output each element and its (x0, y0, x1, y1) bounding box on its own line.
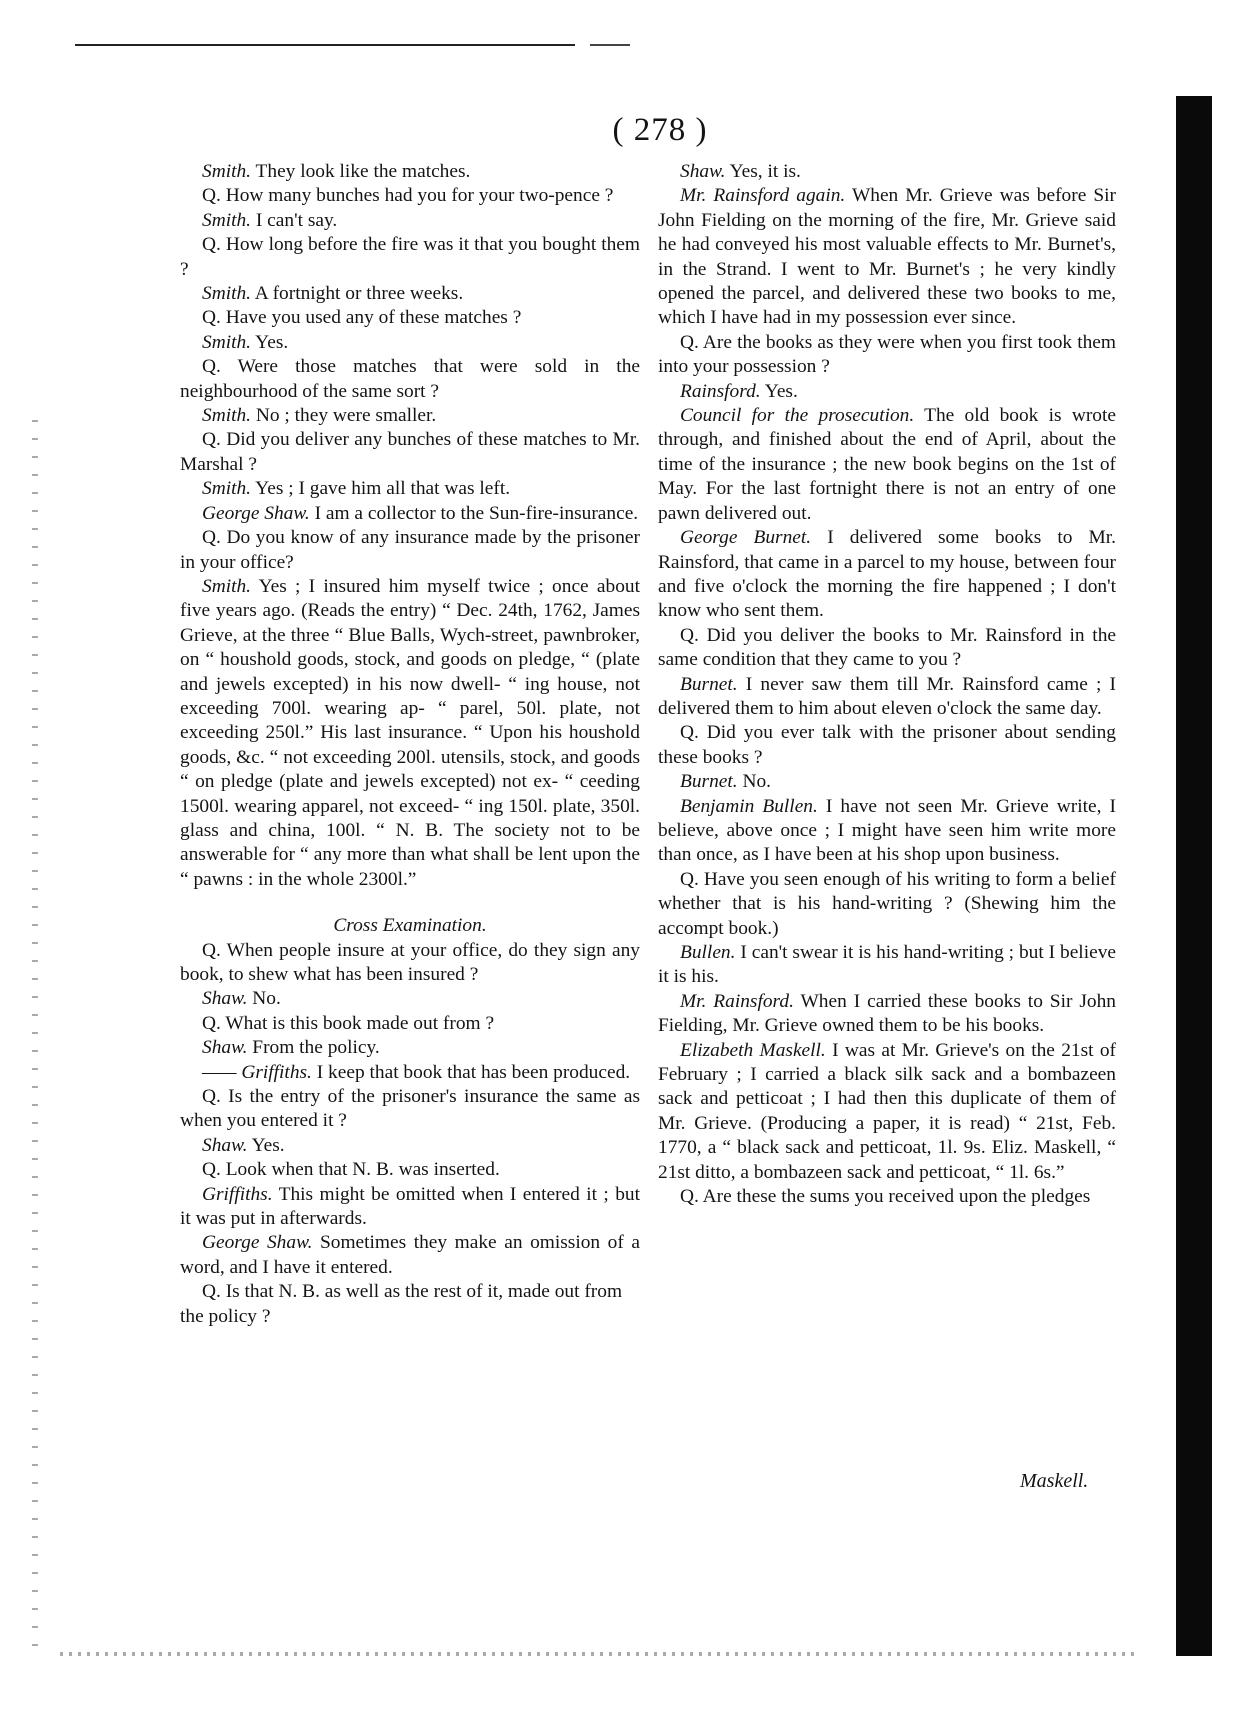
testimony-paragraph (180, 1061, 640, 1085)
testimony-paragraph (180, 1280, 640, 1329)
testimony-paragraph (180, 526, 640, 575)
speaker-name: Smith. (202, 283, 252, 305)
catchword: Maskell. (1020, 1470, 1089, 1492)
testimony-text: Yes ; I insured him myself twice ; once about five years ago. (Reads the entry) “ Dec. 24th, 1762, James Grieve, at the three “ Blue Balls, Wych-street, pawnbroker, on “ houshold goods, stock, and goods on pledge, “ (plate and jewels excepted) in his now dwell- “ ing house, not exceeding 700l. wearing ap- “ parel, 50l. plate, not exceeding 250l.” His last insurance. “ Upon his houshold goods, &c. “ not exceeding 200l. utensils, stock, and goods “ on pledge (plate and jewels excepted) not ex- “ ceeding 1500l. wearing apparel, not exceed- “ ing 150l. plate, 350l. glass and china, 100l. “ N. B. The society not to be answerable for “ any more than what shall be lent upon the “ pawns : in the whole 2300l.” (180, 575, 640, 890)
speaker-name: Mr. Rainsford. (680, 990, 794, 1012)
testimony-paragraph (180, 987, 640, 1011)
speaker-name: Smith. (202, 405, 252, 427)
testimony-paragraph (658, 331, 1116, 380)
left-column (180, 160, 640, 1329)
testimony-paragraph (658, 380, 1116, 404)
speaker-name: Burnet. (680, 673, 738, 695)
testimony-text: I can't say. (251, 209, 338, 231)
speaker-name: Elizabeth Maskell. (680, 1039, 826, 1061)
speaker-name: Griffiths. (202, 1183, 273, 1205)
testimony-paragraph (180, 502, 640, 526)
speaker-name: Smith. (202, 161, 252, 182)
testimony-text: Q. When people insure at your office, do they sign any book, to shew what has been insured ? (180, 939, 640, 985)
testimony-text: When Mr. Grieve was before Sir John Fielding on the morning of the fire, Mr. Grieve said he had conveyed his most valuable effects to Mr. Burnet's, in the Strand. I went to Mr. Burnet's ; he very kindly opened the parcel, and delivered these two books to me, which I have had in my possession ever since. (658, 185, 1116, 329)
testimony-paragraph (180, 575, 640, 892)
testimony-text: I keep that book that has been produced. (311, 1061, 631, 1083)
speaker-name: Burnet. (680, 771, 738, 793)
testimony-paragraph (658, 990, 1116, 1039)
testimony-text: Sometimes they make an omission of a word, and I have it entered. (180, 1232, 640, 1278)
testimony-text: The old book is wrote through, and finished about the end of April, about the time of the insurance ; the new book begins on the 1st of May. For the last fortnight there is not an entry of one pawn delivered out. (658, 405, 1116, 524)
testimony-text: Q. How many bunches had you for your two-pence ? (202, 185, 614, 207)
testimony-paragraph (658, 1185, 1116, 1209)
testimony-text: Q. How long before the fire was it that you bought them ? (180, 234, 640, 280)
testimony-paragraph (180, 282, 640, 306)
testimony-paragraph (658, 770, 1116, 794)
testimony-paragraph (658, 160, 1116, 184)
testimony-text: Q. Is the entry of the prisoner's insurance the same as when you entered it ? (180, 1086, 640, 1132)
speaker-name: George Shaw. (202, 1232, 313, 1254)
testimony-text: Q. Are the books as they were when you first took them into your possession ? (658, 331, 1116, 378)
testimony-text: Yes, it is. (725, 161, 801, 182)
testimony-paragraph (658, 526, 1116, 624)
testimony-text: Q. Did you deliver any bunches of these matches to Mr. Marshal ? (180, 429, 640, 475)
testimony-paragraph (180, 331, 640, 355)
binding-shadow (1176, 96, 1212, 1656)
testimony-text: A fortnight or three weeks. (251, 283, 464, 305)
testimony-text: Q. Were those matches that were sold in the neighbourhood of the same sort ? (180, 356, 640, 402)
testimony-text: This might be omitted when I entered it ; but it was put in afterwards. (180, 1183, 640, 1230)
speaker-name: Smith. (202, 209, 252, 231)
testimony-text: Yes. (251, 331, 289, 353)
speaker-name: Council for the prosecution. (680, 405, 915, 427)
testimony-paragraph (180, 1231, 640, 1280)
heading-text: Cross Examination. (333, 915, 487, 937)
testimony-paragraph (180, 404, 640, 428)
testimony-paragraph (180, 477, 640, 501)
testimony-paragraph (180, 1012, 640, 1036)
testimony-text: Q. Did you deliver the books to Mr. Rainsford in the same condition that they came to you ? (658, 624, 1116, 671)
testimony-text: Q. Is that N. B. as well as the rest of it, made out from the policy ? (180, 1281, 623, 1327)
speaker-name: Rainsford. (680, 380, 761, 402)
testimony-paragraph (180, 306, 640, 330)
testimony-paragraph (180, 160, 640, 184)
testimony-text: No. (737, 771, 772, 793)
speaker-name: Shaw. (202, 1037, 248, 1059)
testimony-paragraph (658, 404, 1116, 526)
speaker-name: Benjamin Bullen. (680, 795, 818, 817)
speaker-name: Shaw. (202, 988, 248, 1010)
speaker-name: Shaw. (680, 161, 726, 182)
testimony-paragraph (180, 939, 640, 988)
testimony-text: Q. Are these the sums you received upon the pledges (680, 1186, 1091, 1208)
speaker-name: George Shaw. (202, 502, 310, 524)
testimony-paragraph (180, 1158, 640, 1182)
testimony-paragraph (658, 673, 1116, 722)
speaker-name: —— Griffiths. (202, 1061, 312, 1083)
bottom-edge-specks (60, 1652, 1140, 1656)
testimony-text: I am a collector to the Sun-fire-insurance. (309, 502, 639, 524)
margin-specks (32, 420, 38, 1660)
page-number: ( 278 ) (612, 112, 708, 148)
testimony-paragraph (180, 355, 640, 404)
testimony-text: Q. Look when that N. B. was inserted. (202, 1159, 500, 1181)
testimony-text: Q. Have you used any of these matches ? (202, 307, 522, 329)
testimony-paragraph (180, 1134, 640, 1158)
testimony-text: I was at Mr. Grieve's on the 21st of February ; I carried a black silk sack and a bombazeen sack and petticoat ; I had then this duplicate of them of Mr. Grieve. (Producing a paper, it is read) “ 21st, Feb. 1770, a “ black sack and petticoat, 1l. 9s. Eliz. Maskell, “ 21st ditto, a bombazeen sack and petticoat, “ 1l. 6s.” (658, 1039, 1116, 1183)
testimony-text: They look like the matches. (251, 161, 471, 182)
testimony-paragraph (180, 1183, 640, 1232)
testimony-paragraph (658, 721, 1116, 770)
speaker-name: Smith. (202, 331, 252, 353)
testimony-paragraph (658, 941, 1116, 990)
top-rule-fragment (590, 44, 630, 46)
testimony-text: I never saw them till Mr. Rainsford came ; I delivered them to him about eleven o'clock the same day. (658, 673, 1116, 719)
testimony-text: Yes. (247, 1134, 285, 1156)
testimony-text: No ; they were smaller. (251, 405, 437, 427)
testimony-text: Yes ; I gave him all that was left. (251, 478, 511, 500)
speaker-name: Smith. (202, 478, 252, 500)
testimony-text: From the policy. (247, 1037, 380, 1059)
speaker-name: Mr. Rainsford again. (680, 185, 846, 207)
testimony-paragraph (180, 1036, 640, 1060)
testimony-paragraph (180, 184, 640, 208)
speaker-name: Smith. (202, 575, 252, 597)
testimony-text: When I carried these books to Sir John Fielding, Mr. Grieve owned them to be his books. (658, 990, 1116, 1037)
testimony-paragraph (658, 184, 1116, 330)
testimony-text: No. (247, 988, 281, 1010)
testimony-text: I delivered some books to Mr. Rainsford, that came in a parcel to my house, between four and five o'clock the morning the fire happened ; I don't know who sent them. (658, 527, 1117, 622)
speaker-name: Shaw. (202, 1134, 248, 1156)
testimony-paragraph (180, 233, 640, 282)
testimony-text: Yes. (760, 380, 798, 402)
testimony-paragraph (180, 428, 640, 477)
speaker-name: Bullen. (680, 942, 736, 963)
section-heading (180, 914, 640, 938)
testimony-text: I can't swear it is his hand-writing ; but I believe it is his. (658, 942, 1116, 988)
testimony-paragraph (658, 795, 1116, 868)
testimony-paragraph (658, 868, 1116, 941)
testimony-paragraph (658, 624, 1116, 673)
testimony-text: I have not seen Mr. Grieve write, I believe, above once ; I might have seen him write more than once, as I have been at his shop upon business. (658, 795, 1116, 866)
testimony-text: Q. What is this book made out from ? (202, 1012, 495, 1034)
testimony-text: Q. Did you ever talk with the prisoner about sending these books ? (658, 722, 1116, 768)
testimony-paragraph (658, 1039, 1116, 1185)
testimony-paragraph (180, 1085, 640, 1134)
top-rule (75, 44, 575, 46)
testimony-paragraph (180, 209, 640, 233)
right-column (658, 160, 1116, 1209)
testimony-text: Q. Have you seen enough of his writing to form a belief whether that is his hand-writing ? (Shewing him the accompt book.) (658, 868, 1116, 939)
speaker-name: George Burnet. (680, 527, 812, 549)
testimony-text: Q. Do you know of any insurance made by the prisoner in your office? (180, 527, 640, 573)
